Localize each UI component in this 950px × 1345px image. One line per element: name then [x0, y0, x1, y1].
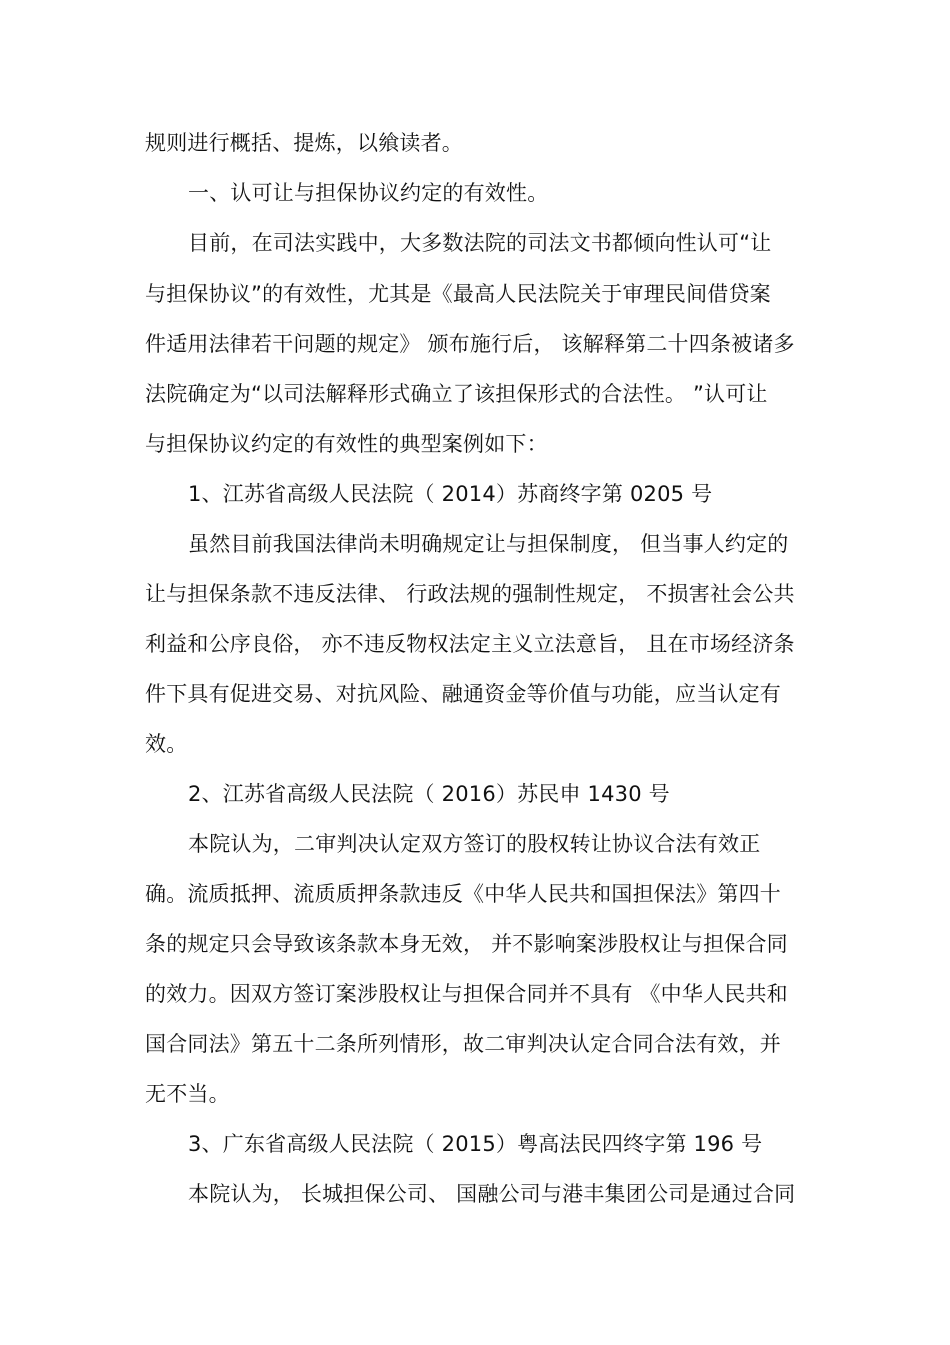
case-heading: 3、广东省高级人民法院（ 2015）粤高法民四终字第 196 号: [188, 1132, 763, 1156]
case-heading: 1、江苏省高级人民法院（ 2014）苏商终字第 0205 号: [188, 482, 713, 506]
text-line: 件适用法律若干问题的规定》 颁布施行后， 该解释第二十四条被诸多: [145, 332, 795, 356]
text-line: 虽然目前我国法律尚未明确规定让与担保制度， 但当事人约定的: [188, 532, 789, 556]
text-line: 件下具有促进交易、对抗风险、融通资金等价值与功能，应当认定有: [145, 682, 781, 706]
text-line: 无不当。: [145, 1082, 230, 1106]
case-heading: 2、江苏省高级人民法院（ 2016）苏民申 1430 号: [188, 782, 670, 806]
section-heading: 一、认可让与担保协议约定的有效性。: [188, 181, 549, 205]
text-line: 与担保协议约定的有效性的典型案例如下：: [145, 432, 548, 456]
text-line: 法院确定为“以司法解释形式确立了该担保形式的合法性。 ”认可让: [145, 382, 768, 406]
text-line: 本院认为，二审判决认定双方签订的股权转让协议合法有效正: [188, 832, 761, 856]
text-line: 与担保协议”的有效性，尤其是《最高人民法院关于审理民间借贷案: [145, 282, 771, 306]
text-line: 规则进行概括、提炼，以飨读者。: [145, 131, 463, 155]
text-line: 利益和公序良俗， 亦不违反物权法定主义立法意旨， 且在市场经济条: [145, 632, 795, 656]
text-line: 让与担保条款不违反法律、 行政法规的强制性规定， 不损害社会公共: [145, 582, 795, 606]
text-line: 条的规定只会导致该条款本身无效， 并不影响案涉股权让与担保合同: [145, 932, 788, 956]
text-line: 的效力。因双方签订案涉股权让与担保合同并不具有 《中华人民共和: [145, 982, 788, 1006]
text-line: 目前，在司法实践中，大多数法院的司法文书都倾向性认可“让: [188, 231, 772, 255]
text-line: 确。流质抵押、流质质押条款违反《中华人民共和国担保法》第四十: [145, 882, 781, 906]
text-line: 国合同法》第五十二条所列情形，故二审判决认定合同合法有效，并: [145, 1032, 781, 1056]
text-line: 效。: [145, 732, 188, 756]
text-line: 本院认为， 长城担保公司、 国融公司与港丰集团公司是通过合同: [188, 1182, 796, 1206]
